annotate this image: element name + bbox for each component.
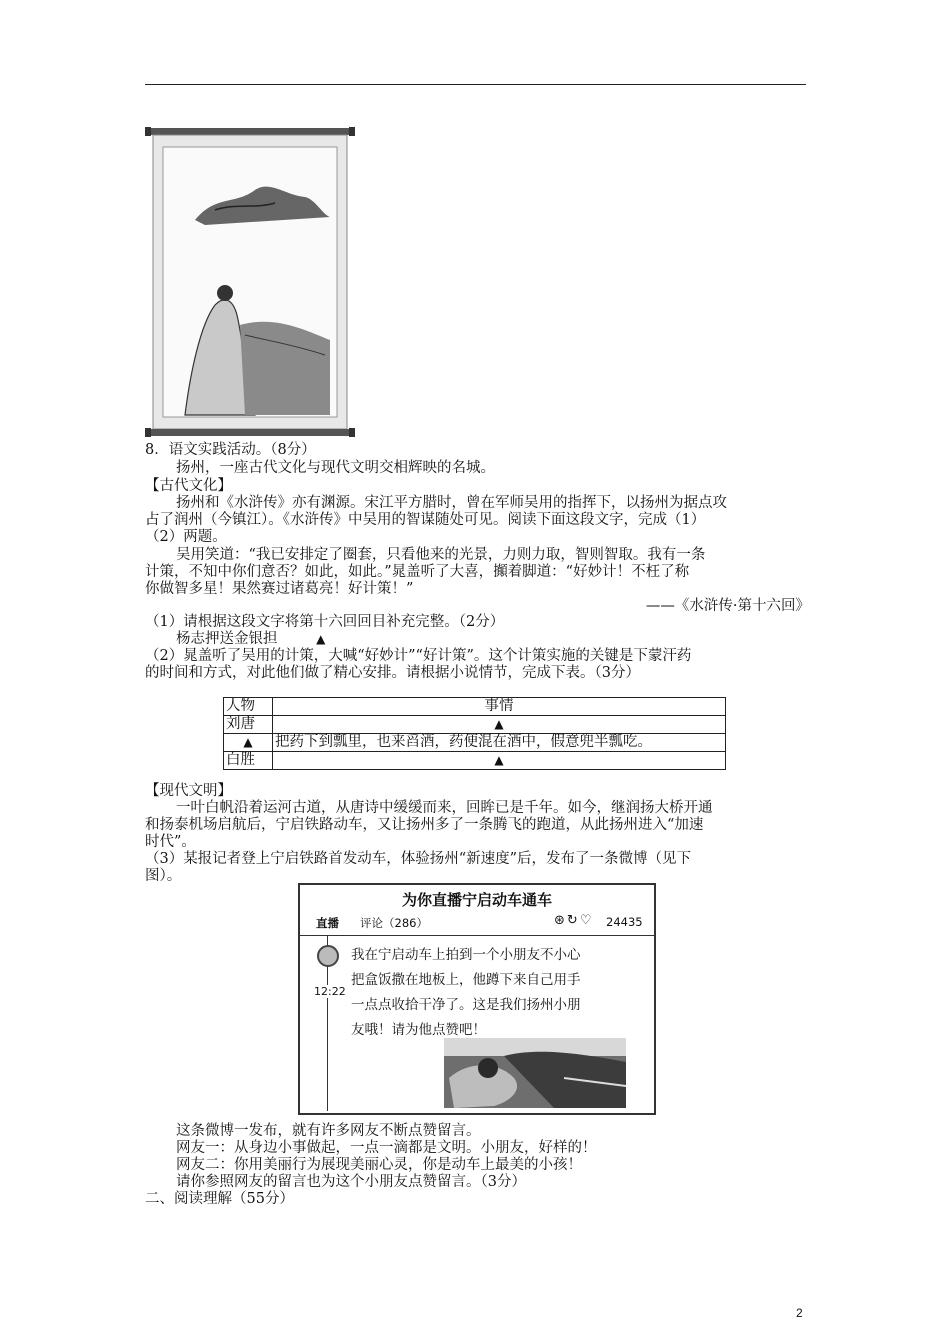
ancient-para-line: （2）两题。 <box>145 529 227 545</box>
q1-answer-line <box>145 631 810 648</box>
event-cell: 把药下到瓢里，也来舀酒，药便混在酒中，假意兜半瓢吃。 <box>273 734 726 752</box>
table-row <box>224 716 726 734</box>
after-weibo-line: 这条微博一发布，就有许多网友不断点赞留言。 <box>176 1123 481 1139</box>
tab-live: 直播 <box>316 916 339 930</box>
comment-count: 评论（286） <box>360 916 428 930</box>
ancient-para-line: 占了润州（今镇江）。《水浒传》中吴用的智谋随处可见。阅读下面这段文字，完成（1） <box>145 512 706 528</box>
question-2: 的时间和方式，对此他们做了精心安排。请根据小说情节，完成下表。（3分） <box>145 665 640 681</box>
question-1: （1）请根据这段文字将第十六回回目补充完整。（2分） <box>145 614 505 630</box>
modern-para-line: 一叶白帆沿着运河古道，从唐诗中缓缓而来，回眸已是千年。如今，继润扬大桥开通 <box>176 800 713 816</box>
weibo-post-image <box>298 883 656 1115</box>
weibo-title: 为你直播宁启动车通车 <box>401 891 552 909</box>
page-number: 2 <box>796 1306 803 1320</box>
weibo-toolbar <box>300 911 654 933</box>
toolbar-divider <box>300 935 654 936</box>
quote-line: 你做智多星！果然赛过诸葛亮！好计策！” <box>145 581 414 597</box>
avatar <box>317 945 339 967</box>
modern-para-line: 时代”。 <box>145 834 196 850</box>
blank-marker: ▲ <box>494 717 504 731</box>
post-photo <box>444 1038 626 1108</box>
action-icons <box>554 913 593 928</box>
person-cell: 白胜 <box>224 752 273 770</box>
share-icon: ↻ <box>566 913 580 928</box>
event-cell <box>273 752 726 770</box>
quote-source: ——《水浒传·第十六回》 <box>645 598 810 614</box>
header-event: 事情 <box>273 698 726 716</box>
ancient-para-line: 扬州和《水浒传》亦有渊源。宋江平方腊时，曾在军师吴用的指挥下，以扬州为据点攻 <box>176 495 727 511</box>
events-table <box>223 697 726 770</box>
header-person: 人物 <box>224 698 273 716</box>
table-row <box>224 752 726 770</box>
scroll-painting-image <box>145 125 355 440</box>
heart-icon: ♡ <box>579 913 594 928</box>
blank-marker: ▲ <box>494 753 504 767</box>
question-3: （3）某报记者登上宁启铁路首发动车，体验扬州“新速度”后，发布了一条微博（见下 <box>145 851 692 867</box>
like-count: 24435 <box>606 915 643 929</box>
header-rule <box>145 84 806 85</box>
modern-para-line: 和扬泰机场启航后，宁启铁路动车，又让扬州多了一条腾飞的跑道，从此扬州进入“加速 <box>145 817 704 833</box>
question-3: 图）。 <box>145 868 182 884</box>
next-section-heading: 二、阅读理解（55分） <box>145 1191 294 1207</box>
quote-line: 计策，不知中你们意否？如此，如此。”晁盖听了大喜，攧着脚道：“好妙计！不枉了称 <box>145 564 690 580</box>
quote-line: 吴用笑道：“我已安排定了圈套，只看他来的光景，力则力取，智则智取。我有一条 <box>176 547 706 563</box>
reward-icon: ⊛ <box>554 913 567 928</box>
modern-heading: 【现代文明】 <box>145 783 232 799</box>
post-time: 12:22 <box>314 985 346 998</box>
table-row <box>224 734 726 752</box>
post-text: 我在宁启动车上拍到一个小朋友不小心把盒饭撒在地板上，他蹲下来自己用手一点点收拾干净了。这是我们扬州小朋友哦！请为他点赞吧！ <box>351 947 581 1038</box>
blank-marker: ▲ <box>316 632 326 646</box>
netizen-comment-2: 网友二：你用美丽行为展现美丽心灵，你是动车上最美的小孩！ <box>176 1157 582 1173</box>
question-title: 8．语文实践活动。（8分） <box>145 442 316 458</box>
question-2: （2）晁盖听了吴用的计策，大喊“好妙计”“好计策”。这个计策实施的关键是下蒙汗药 <box>145 648 692 664</box>
blank-marker: ▲ <box>243 735 253 749</box>
event-cell <box>273 716 726 734</box>
table-header-row <box>224 698 726 716</box>
netizen-comment-1: 网友一：从身边小事做起，一点一滴都是文明。小朋友，好样的！ <box>176 1140 597 1156</box>
question-4: 请你参照网友的留言也为这个小朋友点赞留言。（3分） <box>176 1174 526 1190</box>
person-cell <box>224 734 273 752</box>
q1-answer-prefix: 杨志押送金银担 <box>176 631 278 647</box>
ancient-heading: 【古代文化】 <box>145 478 232 494</box>
intro-line: 扬州，一座古代文化与现代文明交相辉映的名城。 <box>176 460 495 476</box>
person-cell: 刘唐 <box>224 716 273 734</box>
